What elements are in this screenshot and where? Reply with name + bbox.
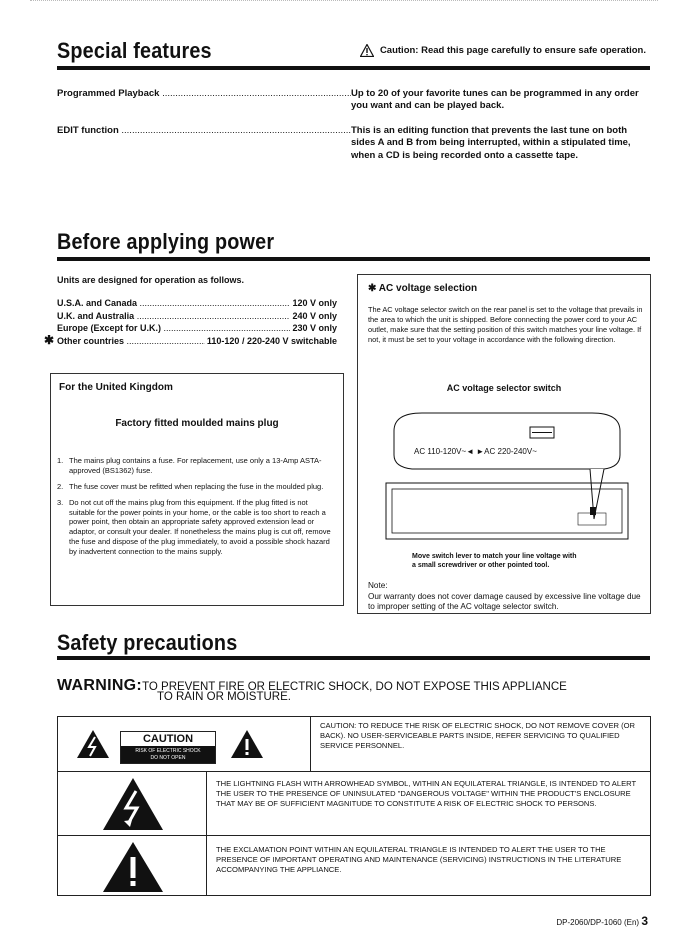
table-divider [206,771,207,895]
note-text: Our warranty does not cover damage caused by excessive line voltage due to improper setting of the AC voltage selector switch. [368,591,641,612]
before-power-heading: Before applying power [57,229,275,254]
ac-note [368,581,644,613]
region: Other countries ..... [57,335,205,348]
caution-note-text: Caution: Read this page carefully to ensure safe operation. [379,45,646,56]
lightning-triangle-icon [76,729,110,759]
feature-value: This is an editing function that prevents the last tune on both sides A and B from being interrupted, within a stipulated time, when a CD is being recorded onto a cassette tape. [351,125,631,161]
section-rule [57,257,650,261]
list-item [57,498,335,557]
item-text: The mains plug contains a fuse. For replacement, use only a 13-Amp ASTA-approved (BS1362) fuse. [69,456,322,475]
voltage: 120 V only [292,298,337,308]
switch-label: AC 110-120V~◄ ►AC 220-240V~ [414,447,537,456]
uk-box-title: For the United Kingdom [59,382,173,393]
ac-box-title: ✱ AC voltage selection [368,283,478,294]
voltage-list [57,297,337,347]
uk-plug-box [50,373,344,606]
item-text: The fuse cover must be refitted when replacing the fuse in the moulded plug. [69,481,324,491]
warning-triangle-icon [360,44,374,57]
lightning-triangle-icon [102,777,164,831]
item-number: 3. [57,497,64,507]
exclamation-text: THE EXCLAMATION POINT WITHIN AN EQUILATERAL TRIANGLE IS INTENDED TO ALERT THE USER TO THE PRESENCE OF IMPORTANT OPERATING AND MAINTENANCE (SERVICING) INSTRUCTIONS IN THE LITERATURE ACCOMPANYING THE APPLIANCE. [216,845,622,874]
item-number: 2. [57,481,64,491]
feature-value: Up to 20 of your favorite tunes can be programmed in any order you want and can be played back. [351,88,639,112]
caution-label [120,731,216,764]
page-footer [556,914,648,928]
caption-line: a small screwdriver or other pointed tool. [412,562,550,570]
region: U.K. and Australia ..... [57,310,290,323]
feature-label: EDIT function ..... [57,125,351,162]
safety-heading: Safety precautions [57,630,238,655]
exclamation-triangle-icon [230,729,264,759]
table-divider [58,771,206,772]
feature-row-edit [57,125,648,162]
lightning-text: THE LIGHTNING FLASH WITH ARROWHEAD SYMBOL, WITHIN AN EQUILATERAL TRIANGLE, IS INTENDED TO ALERT THE USER TO THE PRESENCE OF UNINSULATED "DANGEROUS VOLTAGE" WITHIN THE PRODUCT'S ENCLOSURE THAT MAY BE OF SUFFICIENT MAGNITUDE TO CONSTITUTE A RISK OF ELECTRIC SHOCK TO PERSONS. [216,779,636,808]
voltage: 230 V only [292,323,337,334]
symbols-table [57,716,651,896]
table-divider [310,717,311,771]
item-number: 1. [57,456,64,465]
warning-line [57,675,567,697]
list-item [57,456,335,476]
voltage: 110-120 / 220-240 V switchable [206,335,337,346]
exclamation-triangle-icon [102,841,164,893]
switch-caption [412,552,577,570]
caption-line: Move switch lever to match your line voltage with [412,553,577,560]
caution-label-sub [121,746,215,763]
table-divider [206,835,650,836]
caution-sub-line: DO NOT OPEN [150,754,186,761]
voltage-row [57,322,337,335]
page-number: 3 [641,914,648,928]
note-label: Note: [368,581,388,590]
region: U.S.A. and Canada ..... [57,297,290,310]
region: Europe (Except for U.K.) ..... [57,322,290,335]
table-divider [206,771,650,772]
warning-text: TO PREVENT FIRE OR ELECTRIC SHOCK, DO NOT EXPOSE THIS APPLIANCE [142,681,567,693]
special-features-heading: Special features [57,38,212,63]
asterisk-marker: ✱ [44,333,55,347]
model-number: DP-2060/DP-1060 (En) [556,918,640,927]
section-rule [57,66,650,70]
caution-text: CAUTION: TO REDUCE THE RISK OF ELECTRIC SHOCK, DO NOT REMOVE COVER (OR BACK). NO USER-SERVICEABLE PARTS INSIDE, REFER SERVICING TO QUALIFIED SERVICE PERSONNEL. [320,721,636,750]
ac-box-body: The AC voltage selector switch on the rear panel is set to the voltage that prevails in the area to which the unit is shipped. Before connecting the power cord to your AC outlet, make sure that the setting position of this switch matches your line voltage. If not, it must be set to your voltage in accordance with the following direction. [368,305,643,344]
item-text: Do not cut off the mains plug from this equipment. If the plug fitted is not suitable for the power points in your home, or the cable is too short to reach a power point, then obtain an appropriate safety approved extension lead or adaptor, or consult your dealer. If nonetheless the mains plug is cut off, remove the fuse and dispose of the plug immediately, to avoid a possible shock hazard by inadvertent connection to the mains supply. [69,497,331,557]
units-title: Units are designed for operation as follows. [57,275,245,285]
warning-line-2: TO RAIN OR MOISTURE. [157,691,291,703]
feature-label: Programmed Playback ..... [57,88,351,113]
caution-sub-line: RISK OF ELECTRIC SHOCK [135,748,201,754]
warning-label: WARNING: [57,677,143,694]
voltage-row [57,310,337,323]
voltage-row [57,297,337,310]
caution-note [360,44,646,57]
feature-row-programmed [57,88,648,113]
table-divider [58,835,206,836]
voltage-switch-diagram [382,409,632,549]
ac-voltage-box [357,274,651,614]
voltage-row [57,335,337,348]
switch-title: AC voltage selector switch [446,383,562,393]
uk-box-subtitle: Factory fitted moulded mains plug [115,418,279,429]
caution-label-title: CAUTION [142,733,194,745]
list-item [57,482,335,492]
voltage: 240 V only [292,310,337,321]
section-rule [57,656,650,660]
top-scan-edge [30,0,658,3]
uk-instructions [57,456,335,563]
